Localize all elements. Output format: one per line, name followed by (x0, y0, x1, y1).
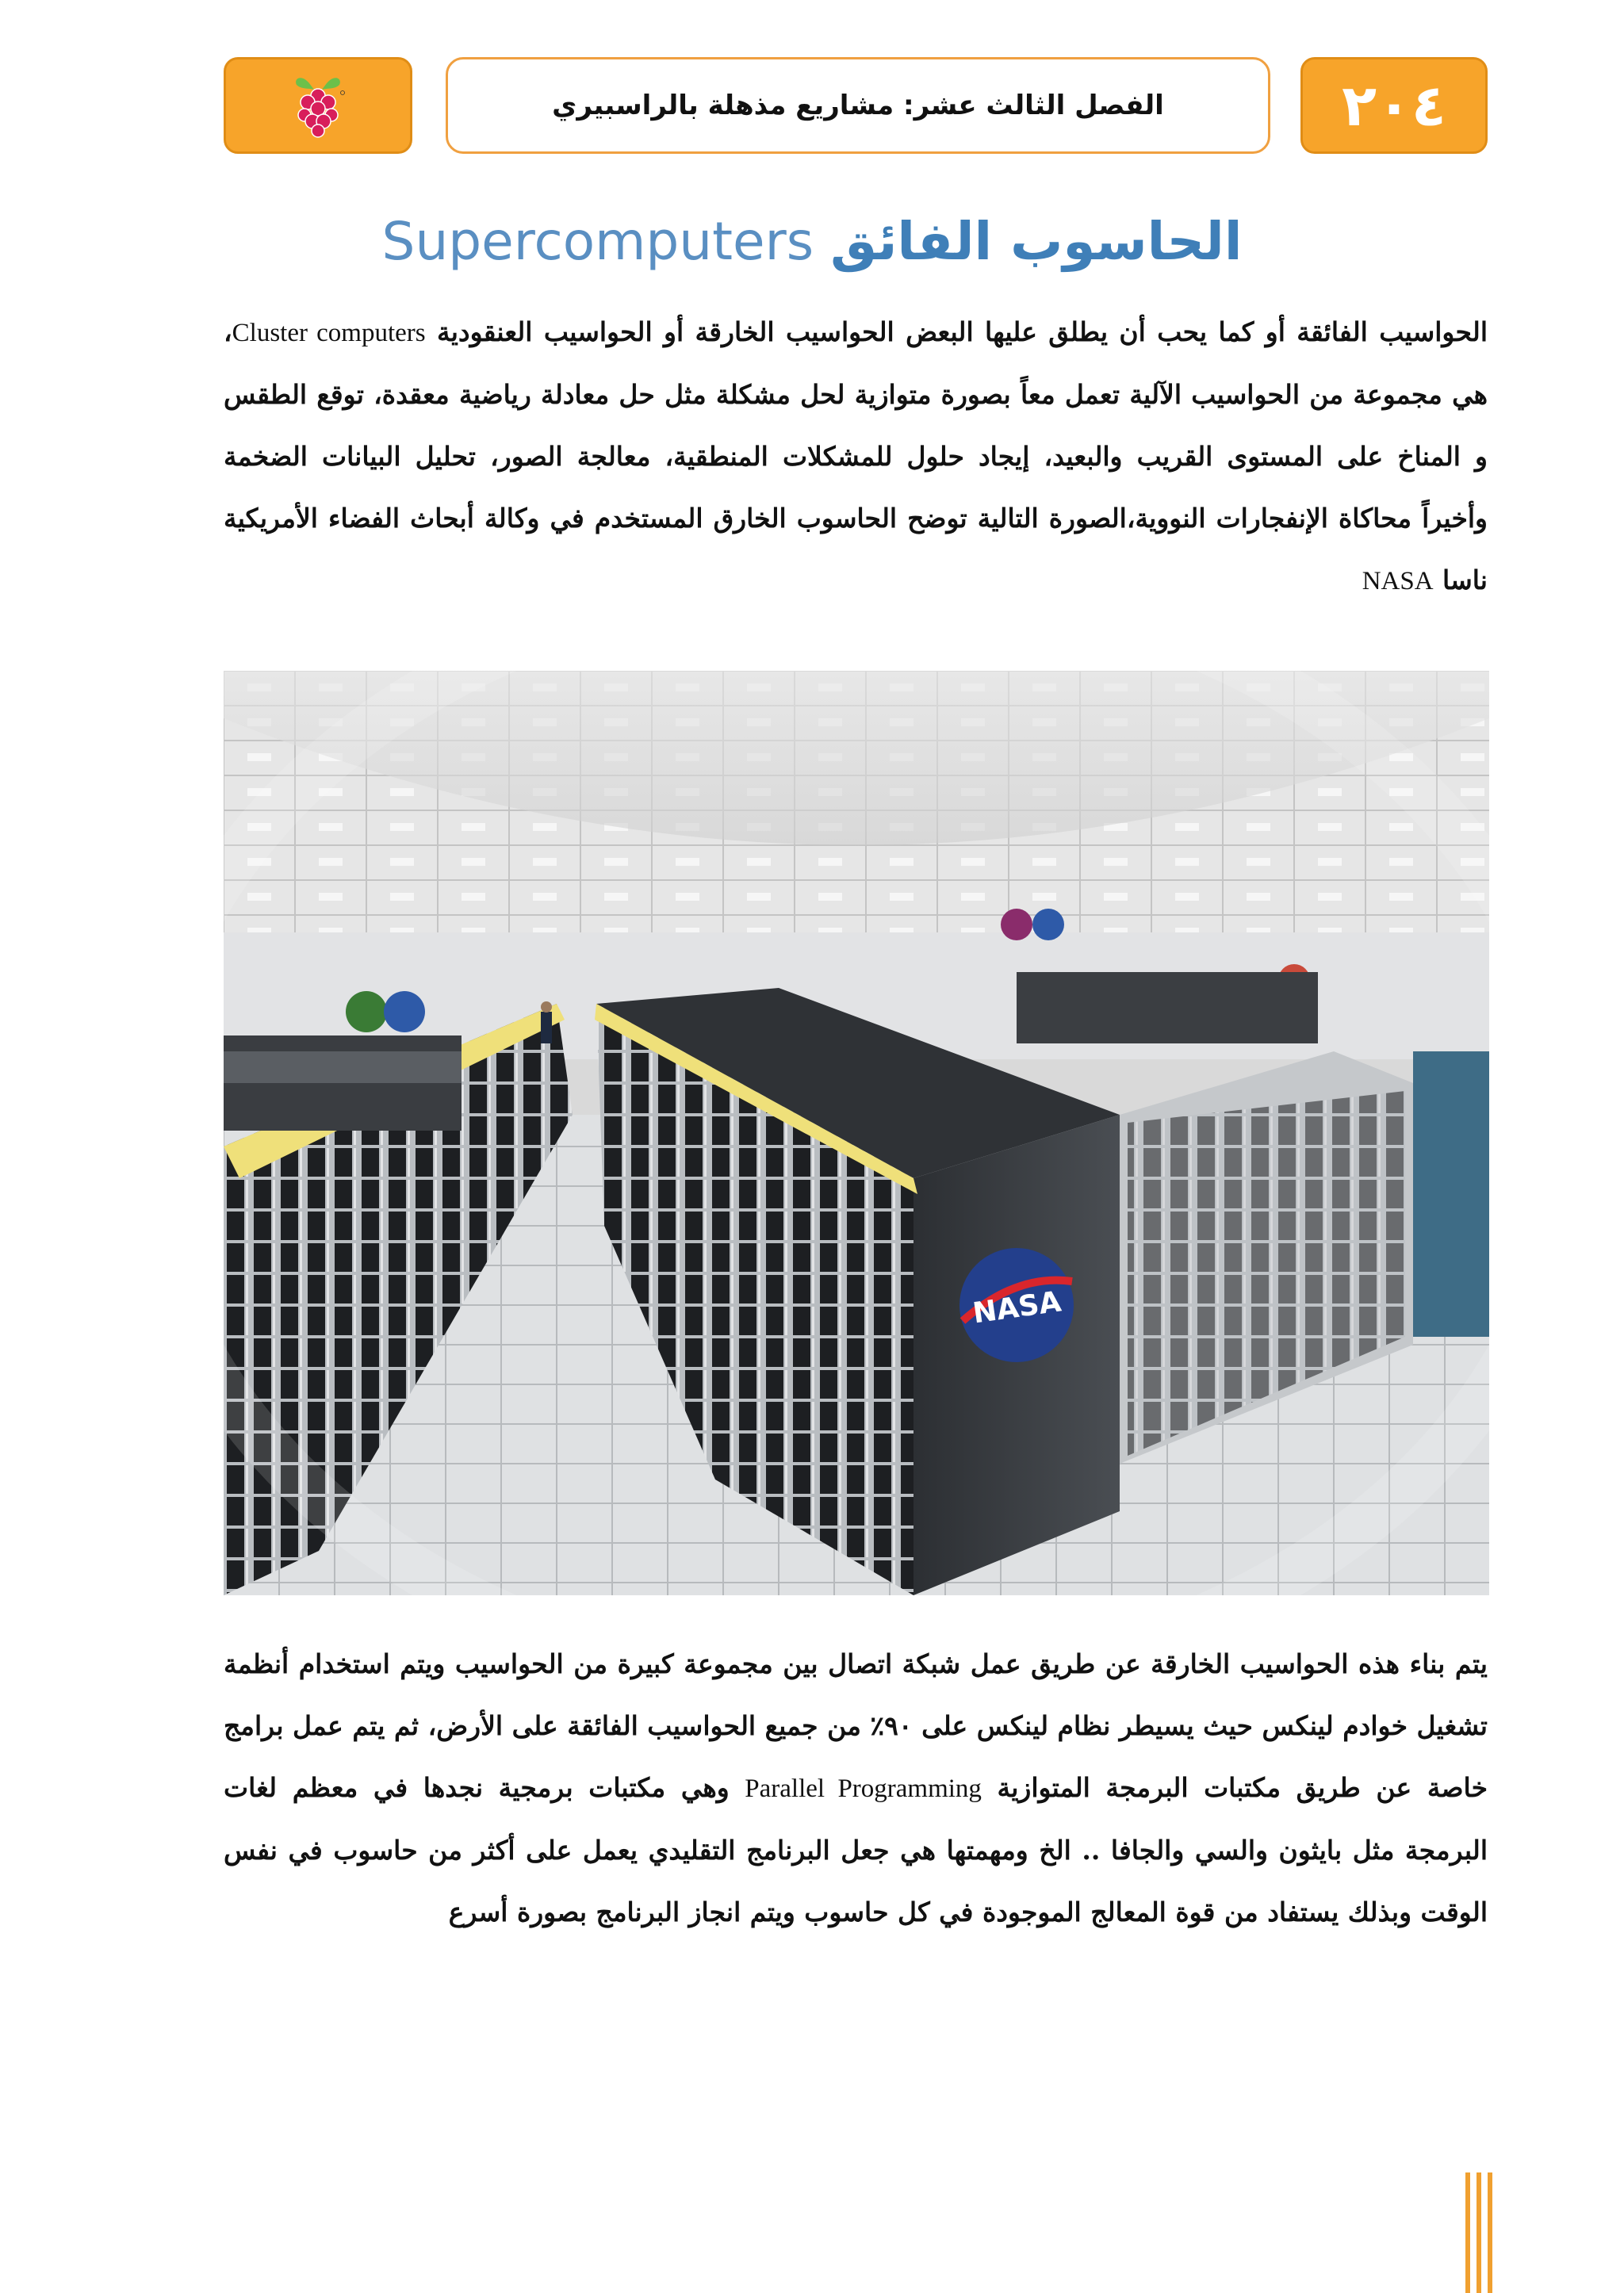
intro-latin-nasa: NASA (1362, 567, 1434, 595)
intro-latin-cluster: Cluster computers (232, 319, 426, 347)
section-title-arabic: الحاسوب الفائق (830, 211, 1243, 272)
intro-paragraph (224, 301, 1488, 612)
section-title-english: Supercomputers (381, 211, 814, 272)
logo-box (224, 57, 412, 154)
intro-text-1: الحواسيب الفائقة أو كما يحب أن يطلق عليها البعض الحواسيب الخارقة أو الحواسيب العنقودية (437, 316, 1488, 347)
footer-stripe (1488, 2172, 1492, 2293)
nasa-supercomputer-photo (224, 671, 1489, 1595)
svg-text:NASA: NASA (971, 1285, 1063, 1330)
body-paragraph (224, 1633, 1488, 1943)
footer-stripe (1477, 2172, 1481, 2293)
photo-illustration (224, 671, 1489, 1595)
footer-stripe (1465, 2172, 1470, 2293)
page-number (1300, 57, 1488, 154)
chapter-title: الفصل الثالث عشر: مشاريع مذهلة بالراسبيري (552, 90, 1164, 121)
footer-decoration (1465, 2172, 1492, 2293)
body-latin-parallel: Parallel Programming (745, 1774, 982, 1803)
body-text-2: وهي مكتبات برمجية نجدها في معظم لغات البرمجة مثل بايثون والسي والجافا .. الخ ومهمتها هي جعل البرنامج التقليدي يعمل على أكثر من حاسوب في نفس الوقت وبذلك يستفاد من قوة المعالج الموجودة في كل حاسوب ويتم انجاز البرنامج بصورة أسرع (224, 1772, 1488, 1927)
intro-text-2: ، هي مجموعة من الحواسيب الآلية تعمل معاً بصورة متوازية لحل مشكلة مثل حل معادلة رياضية معقدة، توقع الطقس و المناخ على المستوى القريب والبعيد، إيجاد حلول للمشكلات المنطقية، معالجة الصور، تحليل البيانات الضخمة وأخيراً محاكاة الإنفجارات النووية،الصورة التالية توضح الحاسوب الخارق المستخدم في وكالة أبحاث الفضاء الأمريكية ناسا (224, 316, 1488, 595)
nasa-logo-icon (959, 1248, 1074, 1362)
page-number-text: ٢٠٤ (1342, 72, 1446, 139)
chapter-title-box (446, 57, 1270, 154)
body-text-1: يتم بناء هذه الحواسيب الخارقة عن طريق عمل شبكة اتصال بين مجموعة كبيرة من الحواسيب ويتم استخدام أنظمة تشغيل خوادم لينكس حيث يسيطر نظام لينكس على ٩٠٪ من جميع الحواسيب الفائقة على الأرض، ثم يتم عمل برامج خاصة عن طريق مكتبات البرمجة المتوازية (224, 1648, 1488, 1803)
section-title (222, 198, 1402, 285)
raspberry-pi-logo-icon (290, 72, 346, 139)
